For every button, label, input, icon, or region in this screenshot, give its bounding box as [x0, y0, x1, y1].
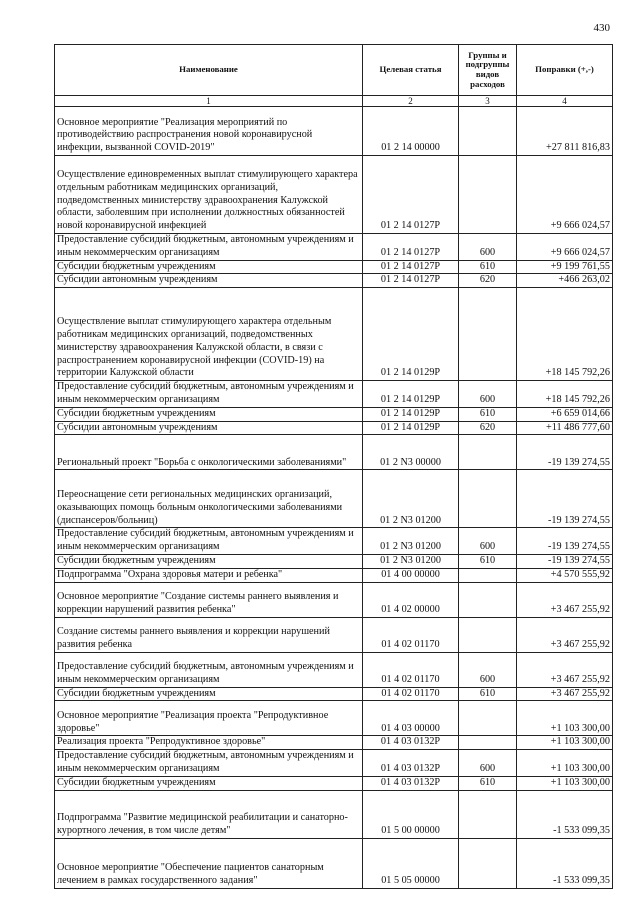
column-number: 2: [363, 96, 459, 107]
table-row: [55, 156, 613, 234]
row-target-article-cell: 01 2 N3 01200: [363, 470, 459, 528]
row-name-cell: Подпрограмма "Охрана здоровья матери и ребенка": [55, 568, 363, 582]
row-amount-cell: +6 659 014,66: [517, 407, 613, 421]
row-target-article-cell: 01 4 03 00000: [363, 701, 459, 736]
row-target-article-cell: 01 2 N3 01200: [363, 528, 459, 555]
table-body: [55, 107, 613, 889]
budget-amendments-table: [54, 44, 613, 889]
row-name-cell: Предоставление субсидий бюджетным, автономным учреждениям и иным некоммерческим организациям: [55, 652, 363, 687]
row-group-cell: 610: [459, 776, 517, 790]
row-amount-cell: +11 486 777,60: [517, 421, 613, 435]
row-group-cell: 600: [459, 234, 517, 261]
column-number: 4: [517, 96, 613, 107]
row-group-cell: [459, 617, 517, 652]
row-name-cell: Осуществление выплат стимулирующего характера отдельным работникам медицинских организаций, подведомственных министерству здравоохранения Калужской области, в связи с распространением коронавирусной инфекции (COVID-19) на территории Калужской области: [55, 288, 363, 381]
row-amount-cell: +9 666 024,57: [517, 234, 613, 261]
row-group-cell: 610: [459, 260, 517, 274]
row-target-article-cell: 01 4 00 00000: [363, 568, 459, 582]
row-group-cell: 600: [459, 528, 517, 555]
row-name-cell: Субсидии автономным учреждениям: [55, 421, 363, 435]
table-row: [55, 381, 613, 408]
row-amount-cell: +3 467 255,92: [517, 652, 613, 687]
row-amount-cell: +1 103 300,00: [517, 736, 613, 750]
row-target-article-cell: 01 4 02 01170: [363, 687, 459, 701]
row-target-article-cell: 01 5 05 00000: [363, 838, 459, 888]
row-group-cell: 610: [459, 554, 517, 568]
row-target-article-cell: 01 2 14 0129P: [363, 407, 459, 421]
table-row: [55, 687, 613, 701]
row-group-cell: [459, 582, 517, 617]
table-row: [55, 750, 613, 777]
header-amendments: Поправки (+,-): [517, 45, 613, 96]
row-name-cell: Подпрограмма "Развитие медицинской реабилитации и санаторно-курортного лечения, в том числе детям": [55, 790, 363, 838]
header-row: [55, 45, 613, 96]
row-target-article-cell: 01 2 N3 00000: [363, 435, 459, 470]
row-group-cell: [459, 107, 517, 156]
column-number: 3: [459, 96, 517, 107]
row-name-cell: Субсидии бюджетным учреждениям: [55, 687, 363, 701]
table-row: [55, 234, 613, 261]
row-group-cell: [459, 288, 517, 381]
row-group-cell: [459, 701, 517, 736]
row-target-article-cell: 01 2 14 0129P: [363, 288, 459, 381]
table-row: [55, 435, 613, 470]
column-numbers-row: [55, 96, 613, 107]
row-target-article-cell: 01 4 02 01170: [363, 617, 459, 652]
table-row: [55, 288, 613, 381]
row-group-cell: 620: [459, 274, 517, 288]
row-amount-cell: +3 467 255,92: [517, 687, 613, 701]
row-name-cell: Предоставление субсидий бюджетным, автономным учреждениям и иным некоммерческим организациям: [55, 750, 363, 777]
table-row: [55, 568, 613, 582]
row-group-cell: 610: [459, 407, 517, 421]
row-target-article-cell: 01 5 00 00000: [363, 790, 459, 838]
table-row: [55, 470, 613, 528]
header-target-article: Целевая статья: [363, 45, 459, 96]
table-row: [55, 528, 613, 555]
row-amount-cell: -1 533 099,35: [517, 838, 613, 888]
row-amount-cell: +27 811 816,83: [517, 107, 613, 156]
row-amount-cell: +9 199 761,55: [517, 260, 613, 274]
row-amount-cell: -1 533 099,35: [517, 790, 613, 838]
row-group-cell: [459, 838, 517, 888]
row-amount-cell: +18 145 792,26: [517, 381, 613, 408]
row-group-cell: [459, 470, 517, 528]
table-row: [55, 407, 613, 421]
table-row: [55, 790, 613, 838]
row-target-article-cell: 01 4 03 0132P: [363, 750, 459, 777]
row-group-cell: [459, 790, 517, 838]
row-target-article-cell: 01 4 03 0132P: [363, 776, 459, 790]
row-name-cell: Основное мероприятие "Реализация мероприятий по противодействию распространения новой коронавирусной инфекции, вызванной COVID-2019": [55, 107, 363, 156]
row-target-article-cell: 01 2 N3 01200: [363, 554, 459, 568]
row-amount-cell: +1 103 300,00: [517, 776, 613, 790]
table-row: [55, 776, 613, 790]
row-amount-cell: +1 103 300,00: [517, 701, 613, 736]
row-target-article-cell: 01 2 14 0129P: [363, 421, 459, 435]
row-name-cell: Осуществление единовременных выплат стимулирующего характера отдельным работникам медицинских организаций, подведомственных министерству здравоохранения Калужской области, заболевшим при исполнении должностных обязанностей новой коронавирусной инфекцией: [55, 156, 363, 234]
row-name-cell: Основное мероприятие "Создание системы раннего выявления и коррекции нарушений развития ребенка": [55, 582, 363, 617]
table-row: [55, 421, 613, 435]
row-target-article-cell: 01 2 14 0127P: [363, 260, 459, 274]
row-group-cell: [459, 568, 517, 582]
row-target-article-cell: 01 2 14 0127P: [363, 156, 459, 234]
row-name-cell: Субсидии бюджетным учреждениям: [55, 407, 363, 421]
row-target-article-cell: 01 4 02 01170: [363, 652, 459, 687]
row-group-cell: 600: [459, 652, 517, 687]
row-group-cell: [459, 156, 517, 234]
row-group-cell: 610: [459, 687, 517, 701]
table-row: [55, 736, 613, 750]
table-row: [55, 274, 613, 288]
row-group-cell: [459, 435, 517, 470]
row-amount-cell: +9 666 024,57: [517, 156, 613, 234]
row-target-article-cell: 01 2 14 00000: [363, 107, 459, 156]
header-groups: Группы и подгруппы видов расходов: [459, 45, 517, 96]
row-name-cell: Предоставление субсидий бюджетным, автономным учреждениям и иным некоммерческим организациям: [55, 234, 363, 261]
row-amount-cell: +466 263,02: [517, 274, 613, 288]
row-group-cell: 600: [459, 381, 517, 408]
row-name-cell: Субсидии бюджетным учреждениям: [55, 554, 363, 568]
row-name-cell: Создание системы раннего выявления и коррекции нарушений развития ребенка: [55, 617, 363, 652]
row-target-article-cell: 01 2 14 0127P: [363, 234, 459, 261]
column-number: 1: [55, 96, 363, 107]
row-name-cell: Региональный проект "Борьба с онкологическими заболеваниями": [55, 435, 363, 470]
row-name-cell: Основное мероприятие "Реализация проекта "Репродуктивное здоровье": [55, 701, 363, 736]
table-row: [55, 617, 613, 652]
row-amount-cell: +18 145 792,26: [517, 288, 613, 381]
table-row: [55, 838, 613, 888]
row-amount-cell: -19 139 274,55: [517, 435, 613, 470]
row-amount-cell: -19 139 274,55: [517, 528, 613, 555]
row-name-cell: Предоставление субсидий бюджетным, автономным учреждениям и иным некоммерческим организациям: [55, 381, 363, 408]
row-group-cell: 600: [459, 750, 517, 777]
table-row: [55, 652, 613, 687]
row-amount-cell: +3 467 255,92: [517, 617, 613, 652]
row-name-cell: Переоснащение сети региональных медицинских организаций, оказывающих помощь больным онкологическими заболеваниями (диспансеров/больниц): [55, 470, 363, 528]
row-name-cell: Предоставление субсидий бюджетным, автономным учреждениям и иным некоммерческим организациям: [55, 528, 363, 555]
row-name-cell: Реализация проекта "Репродуктивное здоровье": [55, 736, 363, 750]
row-target-article-cell: 01 2 14 0127P: [363, 274, 459, 288]
row-name-cell: Субсидии бюджетным учреждениям: [55, 260, 363, 274]
row-amount-cell: +3 467 255,92: [517, 582, 613, 617]
row-amount-cell: -19 139 274,55: [517, 554, 613, 568]
row-amount-cell: +1 103 300,00: [517, 750, 613, 777]
table-row: [55, 701, 613, 736]
table-row: [55, 260, 613, 274]
row-group-cell: 620: [459, 421, 517, 435]
row-amount-cell: -19 139 274,55: [517, 470, 613, 528]
row-target-article-cell: 01 4 02 00000: [363, 582, 459, 617]
row-group-cell: [459, 736, 517, 750]
row-target-article-cell: 01 2 14 0129P: [363, 381, 459, 408]
table-row: [55, 554, 613, 568]
row-name-cell: Субсидии автономным учреждениям: [55, 274, 363, 288]
table-row: [55, 582, 613, 617]
table-row: [55, 107, 613, 156]
page-number: 430: [593, 22, 610, 34]
row-amount-cell: +4 570 555,92: [517, 568, 613, 582]
row-name-cell: Субсидии бюджетным учреждениям: [55, 776, 363, 790]
row-name-cell: Основное мероприятие "Обеспечение пациентов санаторным лечением в рамках государственного задания": [55, 838, 363, 888]
row-target-article-cell: 01 4 03 0132P: [363, 736, 459, 750]
header-name: Наименование: [55, 45, 363, 96]
